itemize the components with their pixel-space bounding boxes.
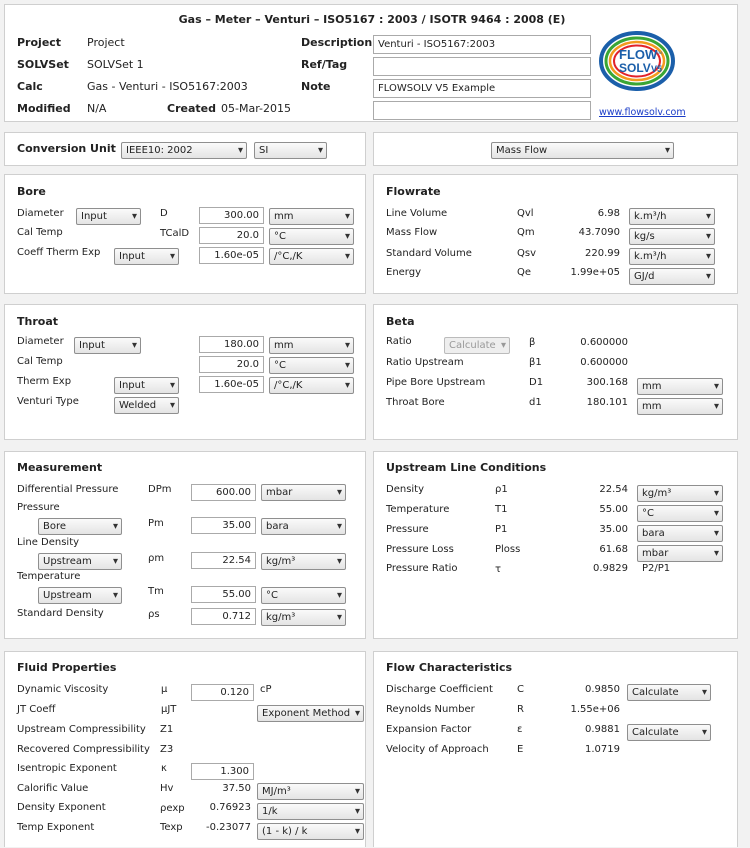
throat-bore-symbol: d1	[529, 397, 542, 408]
calc-label: Calc	[17, 80, 43, 93]
beta-panel	[373, 304, 738, 440]
page-title: Gas – Meter – Venturi – ISO5167 : 2003 / ISOTR 9464 : 2008 (E)	[178, 13, 566, 26]
upstream-label: Pressure Loss	[386, 544, 454, 555]
flowrate-unit-select[interactable]: kg/s ▾	[629, 228, 715, 245]
velocity-label: Velocity of Approach	[386, 744, 489, 755]
dp-unit-select[interactable]: mbar ▾	[261, 484, 346, 501]
beta-ratio-value: 0.600000	[580, 337, 628, 348]
description-input[interactable]: Venturi - ISO5167:2003	[373, 35, 591, 54]
z1-label: Upstream Compressibility	[17, 724, 146, 735]
jt-method-select[interactable]: Exponent Method ▾	[257, 705, 364, 722]
flowchar-title: Flow Characteristics	[386, 661, 513, 674]
conversion-unit-label: Conversion Unit	[17, 142, 116, 155]
temp-exp-label: Temp Exponent	[17, 822, 95, 833]
beta-ratio-up-value: 0.600000	[580, 357, 628, 368]
bore-cal-temp-input[interactable]: 20.0	[199, 227, 264, 244]
pressure-ratio-value: 0.9829	[593, 563, 628, 574]
jt-coeff-symbol: μJT	[161, 704, 177, 715]
upstream-value: 61.68	[599, 544, 628, 555]
line-density-label: Line Density	[17, 537, 80, 548]
flowrate-symbol: Qe	[517, 267, 532, 278]
reynolds-value: 1.55e+06	[570, 704, 620, 715]
fluid-title: Fluid Properties	[17, 661, 117, 674]
temperature-symbol: Tm	[148, 586, 164, 597]
flowrate-unit-select[interactable]: k.m³/h ▾	[629, 248, 715, 265]
flowrate-symbol: Qsv	[517, 248, 536, 259]
calc-value: Gas - Venturi - ISO5167:2003	[87, 80, 248, 93]
website-link[interactable]: www.flowsolv.com	[599, 107, 686, 118]
logo-flow-text: FLOW	[619, 47, 658, 62]
bore-diameter-unit-select[interactable]: mm ▾	[269, 208, 354, 225]
pressure-ratio-label: Pressure Ratio	[386, 563, 458, 574]
bore-cal-temp-unit-select[interactable]: °C ▾	[269, 228, 354, 245]
flowsolv-logo-icon	[598, 30, 676, 92]
beta-ratio-mode-select: Calculate ▾	[444, 337, 510, 354]
bore-cal-temp-label: Cal Temp	[17, 227, 63, 238]
calorific-value: 37.50	[222, 783, 251, 794]
line-density-input[interactable]: 22.54	[191, 552, 256, 569]
temperature-mode-select[interactable]: Upstream ▾	[38, 587, 122, 604]
reftag-label: Ref/Tag	[301, 58, 348, 71]
beta-ratio-up-symbol: β1	[529, 357, 542, 368]
project-label: Project	[17, 36, 62, 49]
jt-coeff-label: JT Coeff	[17, 704, 56, 715]
density-exp-value: 0.76923	[209, 802, 251, 813]
extra-input[interactable]	[373, 101, 591, 120]
std-density-input[interactable]: 0.712	[191, 608, 256, 625]
pipe-bore-label: Pipe Bore Upstream	[386, 377, 486, 388]
conversion-standard-select[interactable]: IEEE10: 2002 ▾	[121, 142, 247, 159]
viscosity-unit: cP	[260, 684, 272, 695]
expansion-value: 0.9881	[585, 724, 620, 735]
discharge-symbol: C	[517, 684, 524, 695]
throat-panel	[4, 304, 366, 440]
upstream-panel	[373, 451, 738, 639]
isentropic-input[interactable]: 1.300	[191, 763, 254, 780]
throat-cal-temp-label: Cal Temp	[17, 356, 63, 367]
flowrate-unit-select[interactable]: GJ/d ▾	[629, 268, 715, 285]
beta-title: Beta	[386, 315, 415, 328]
venturi-type-label: Venturi Type	[17, 396, 79, 407]
upstream-symbol: T1	[495, 504, 508, 515]
flow-characteristics-panel	[373, 651, 738, 847]
flowrate-label: Standard Volume	[386, 248, 472, 259]
discharge-mode-select[interactable]: Calculate ▾	[627, 684, 711, 701]
viscosity-input[interactable]: 0.120	[191, 684, 254, 701]
upstream-unit-select[interactable]: bara ▾	[637, 525, 723, 542]
bore-title: Bore	[17, 185, 46, 198]
pressure-input[interactable]: 35.00	[191, 517, 256, 534]
upstream-label: Density	[386, 484, 425, 495]
bore-diameter-label: Diameter	[17, 208, 64, 219]
flowrate-title: Flowrate	[386, 185, 441, 198]
discharge-value: 0.9850	[585, 684, 620, 695]
fluid-panel	[4, 651, 366, 847]
std-density-symbol: ρs	[148, 609, 160, 620]
pipe-bore-symbol: D1	[529, 377, 544, 388]
beta-ratio-up-label: Ratio Upstream	[386, 357, 464, 368]
viscosity-label: Dynamic Viscosity	[17, 684, 109, 695]
flowrate-value: 43.7090	[578, 227, 620, 238]
viscosity-symbol: μ	[161, 684, 168, 695]
solvset-label: SOLVSet	[17, 58, 69, 71]
venturi-type-select[interactable]: Welded ▾	[114, 397, 179, 414]
expansion-label: Expansion Factor	[386, 724, 472, 735]
density-exp-symbol: ρexp	[160, 803, 185, 814]
flow-type-panel	[373, 132, 738, 166]
created-label: Created	[167, 102, 216, 115]
upstream-symbol: P1	[495, 524, 508, 535]
bore-diameter-mode-select[interactable]: Input ▾	[76, 208, 141, 225]
throat-therm-label: Therm Exp	[17, 376, 72, 387]
velocity-symbol: E	[517, 744, 524, 755]
throat-bore-label: Throat Bore	[386, 397, 445, 408]
density-exp-label: Density Exponent	[17, 802, 106, 813]
temp-exp-symbol: Texp	[160, 822, 183, 833]
pressure-unit-select[interactable]: bara ▾	[261, 518, 346, 535]
calorific-unit-select[interactable]: MJ/m³ ▾	[257, 783, 364, 800]
flowrate-label: Line Volume	[386, 208, 448, 219]
throat-bore-unit-select[interactable]: mm ▾	[637, 398, 723, 415]
throat-diameter-input[interactable]: 180.00	[199, 336, 264, 353]
dp-label: Differential Pressure	[17, 484, 119, 495]
throat-cal-temp-unit-select[interactable]: °C ▾	[269, 357, 354, 374]
calorific-label: Calorific Value	[17, 783, 89, 794]
beta-ratio-label: Ratio	[386, 336, 412, 347]
upstream-value: 35.00	[599, 524, 628, 535]
description-label: Description	[301, 36, 373, 49]
upstream-label: Pressure	[386, 524, 429, 535]
upstream-unit-select[interactable]: °C ▾	[637, 505, 723, 522]
upstream-title: Upstream Line Conditions	[386, 461, 547, 474]
flowrate-value: 6.98	[597, 208, 620, 219]
dp-symbol: DPm	[148, 484, 172, 495]
measurement-panel	[4, 451, 366, 639]
upstream-value: 22.54	[599, 484, 628, 495]
bore-coeff-input[interactable]: 1.60e-05	[199, 247, 264, 264]
logo-v5-text: V5	[651, 64, 663, 74]
throat-diameter-label: Diameter	[17, 336, 64, 347]
pressure-ratio-unit: P2/P1	[642, 563, 671, 574]
reftag-input[interactable]	[373, 57, 591, 76]
throat-cal-temp-input[interactable]: 20.0	[199, 356, 264, 373]
conversion-panel	[4, 132, 366, 166]
temperature-label: Temperature	[17, 571, 81, 582]
logo-solv-text: SOLV	[619, 61, 651, 75]
bore-diameter-input[interactable]: 300.00	[199, 207, 264, 224]
bore-coeff-mode-select[interactable]: Input ▾	[114, 248, 179, 265]
upstream-unit-select[interactable]: kg/m³ ▾	[637, 485, 723, 502]
density-exp-unit-select[interactable]: 1/k ▾	[257, 803, 364, 820]
note-input[interactable]: FLOWSOLV V5 Example	[373, 79, 591, 98]
upstream-label: Temperature	[386, 504, 450, 515]
pressure-ratio-symbol: τ	[495, 564, 502, 575]
throat-therm-input[interactable]: 1.60e-05	[199, 376, 264, 393]
project-value: Project	[87, 36, 125, 49]
pressure-label: Pressure	[17, 502, 60, 513]
bore-coeff-unit-select[interactable]: /°C,/K ▾	[269, 248, 354, 265]
temperature-input[interactable]: 55.00	[191, 586, 256, 603]
flowrate-label: Mass Flow	[386, 227, 438, 238]
modified-value: N/A	[87, 102, 107, 115]
expansion-mode-select[interactable]: Calculate ▾	[627, 724, 711, 741]
throat-title: Throat	[17, 315, 58, 328]
throat-bore-value: 180.101	[586, 397, 628, 408]
conversion-system-select[interactable]: SI ▾	[254, 142, 327, 159]
pressure-mode-select[interactable]: Bore ▾	[38, 518, 122, 535]
created-value: 05-Mar-2015	[221, 102, 291, 115]
calorific-symbol: Hv	[160, 783, 174, 794]
velocity-value: 1.0719	[585, 744, 620, 755]
bore-diameter-symbol: D	[160, 208, 168, 219]
expansion-symbol: ε	[517, 724, 523, 735]
std-density-label: Standard Density	[17, 608, 104, 619]
line-density-mode-select[interactable]: Upstream ▾	[38, 553, 122, 570]
logo-tm-text: TM	[656, 50, 662, 55]
modified-label: Modified	[17, 102, 71, 115]
bore-cal-temp-symbol: TCalD	[160, 228, 190, 239]
flowrate-label: Energy	[386, 267, 422, 278]
bore-panel	[4, 174, 366, 294]
pressure-symbol: Pm	[148, 518, 164, 529]
std-density-unit-select[interactable]: kg/m³ ▾	[261, 609, 346, 626]
upstream-symbol: Ploss	[495, 544, 521, 555]
isentropic-label: Isentropic Exponent	[17, 763, 117, 774]
solvset-value: SOLVSet 1	[87, 58, 144, 71]
reynolds-label: Reynolds Number	[386, 704, 475, 715]
reynolds-symbol: R	[517, 704, 524, 715]
throat-therm-mode-select[interactable]: Input ▾	[114, 377, 179, 394]
isentropic-symbol: κ	[161, 763, 167, 774]
throat-diameter-unit-select[interactable]: mm ▾	[269, 337, 354, 354]
measurement-title: Measurement	[17, 461, 103, 474]
throat-diameter-mode-select[interactable]: Input ▾	[74, 337, 141, 354]
line-density-symbol: ρm	[148, 553, 165, 564]
z3-label: Recovered Compressibility	[17, 744, 150, 755]
pipe-bore-unit-select[interactable]: mm ▾	[637, 378, 723, 395]
upstream-value: 55.00	[599, 504, 628, 515]
temperature-unit-select[interactable]: °C ▾	[261, 587, 346, 604]
flowrate-symbol: Qm	[517, 227, 535, 238]
temp-exp-unit-select[interactable]: (1 - k) / k ▾	[257, 823, 364, 840]
temp-exp-value: -0.23077	[206, 822, 251, 833]
pipe-bore-value: 300.168	[586, 377, 628, 388]
note-label: Note	[301, 80, 331, 93]
flow-type-select[interactable]: Mass Flow ▾	[491, 142, 674, 159]
flowrate-value: 220.99	[585, 248, 620, 259]
flowrate-value: 1.99e+05	[570, 267, 620, 278]
flowrate-symbol: Qvl	[517, 208, 534, 219]
bore-coeff-label: Coeff Therm Exp	[17, 247, 101, 258]
flowrate-panel	[373, 174, 738, 294]
throat-therm-unit-select[interactable]: /°C,/K ▾	[269, 377, 354, 394]
upstream-symbol: ρ1	[495, 484, 508, 495]
upstream-unit-select[interactable]: mbar ▾	[637, 545, 723, 562]
z3-symbol: Z3	[160, 744, 174, 755]
line-density-unit-select[interactable]: kg/m³ ▾	[261, 553, 346, 570]
z1-symbol: Z1	[160, 724, 174, 735]
dp-input[interactable]: 600.00	[191, 484, 256, 501]
discharge-label: Discharge Coefficient	[386, 684, 493, 695]
beta-ratio-symbol: β	[529, 337, 536, 348]
flowrate-unit-select[interactable]: k.m³/h ▾	[629, 208, 715, 225]
